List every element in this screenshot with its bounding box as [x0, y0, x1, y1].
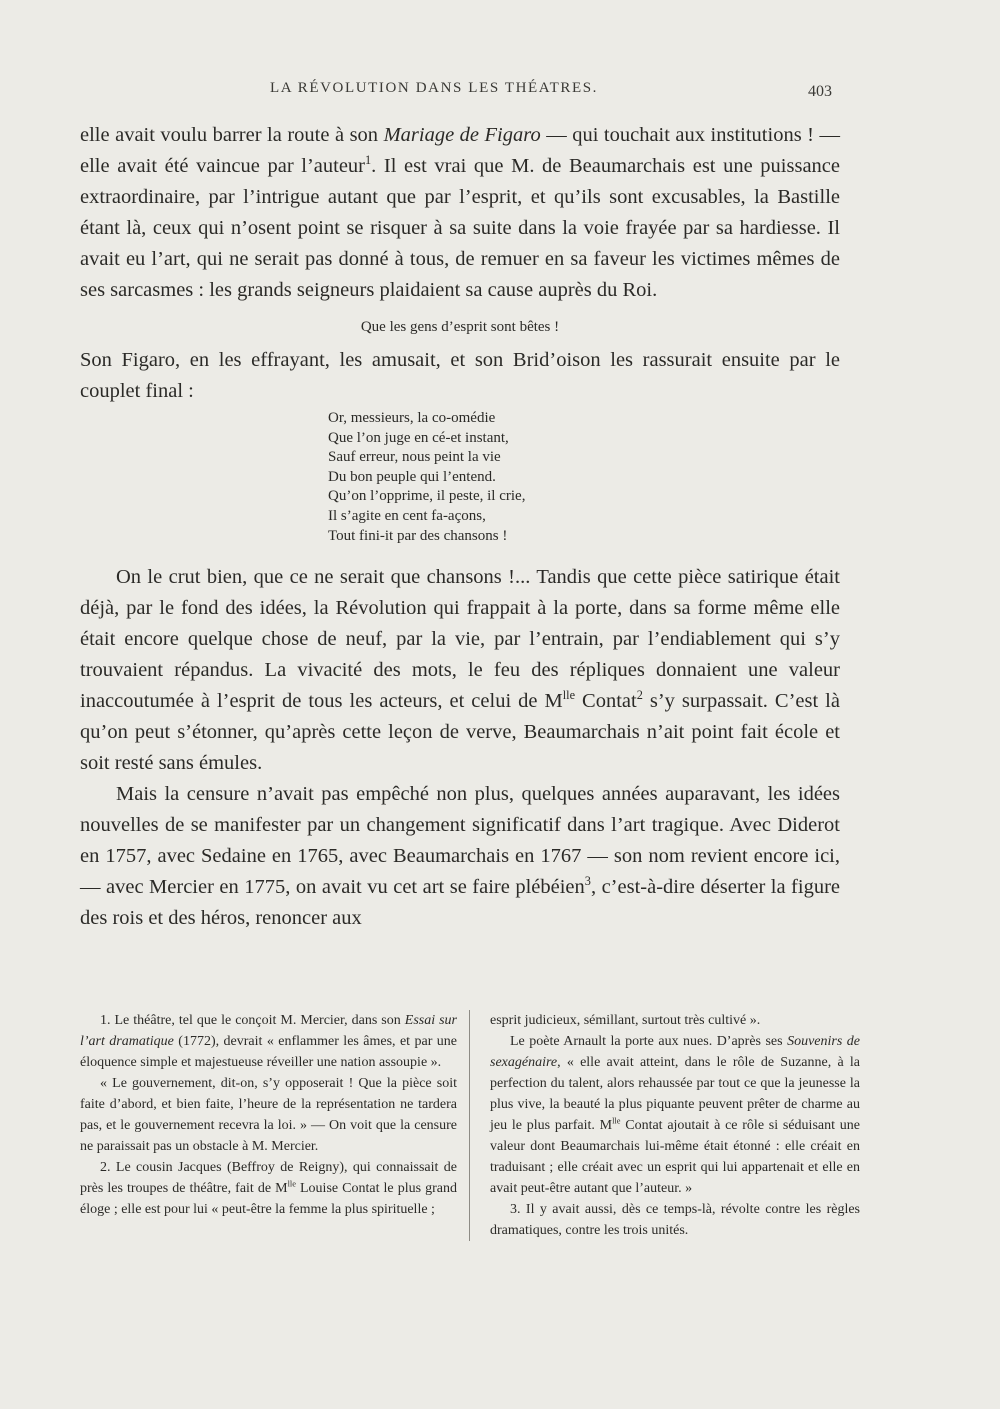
verse-line: Du bon peuple qui l’entend.	[328, 468, 496, 485]
footnote-3: 3. Il y avait aussi, dès ce temps-là, révolte contre les règles dramatiques, contre les trois unités.	[490, 1202, 860, 1238]
footnote-ref-2: 2	[636, 688, 643, 703]
title-abbrev: lle	[612, 1116, 621, 1126]
main-text	[80, 120, 840, 934]
verse-line: Que l’on juge en cé-et instant,	[328, 429, 509, 446]
text-run: Contat ajoutait à ce rôle si séduisant une valeur dont Beaumarchais lui-même était étonné : elle créait en traduisant ; elle créait avec un esprit qui lui appartenait et elle en avait peut-être autant que l’auteur. »	[490, 1118, 860, 1196]
text-run: On le crut bien, que ce ne serait que chansons !... Tandis que cette pièce satirique était déjà, par le fond des idées, la Révolution qui frappait à la porte, dans sa forme même elle était encore quelque chose de neuf, par la vie, par l’entrain, par l’endiablement qui s’y trouvaient répandus. La vivacité des mots, le feu des répliques donnaient une valeur inaccoutumée à l’esprit de tous les acteurs, et celui de M	[80, 566, 840, 713]
footnote-column-left	[80, 1010, 470, 1241]
verse-block	[328, 409, 840, 546]
footnote-column-right	[490, 1010, 860, 1241]
text-run: s’y surpassait. C’est là qu’on peut s’étonner, qu’après cette leçon de verve, Beaumarchais n’ait point fait école et soit resté sans émules.	[80, 690, 840, 775]
footnote-ref-3: 3	[584, 874, 591, 889]
verse-line: Il s’agite en cent fa-açons,	[328, 507, 486, 524]
paragraph-3	[80, 562, 840, 779]
text-run: — qui touchait aux institutions ! — elle avait été vaincue par l’auteur	[80, 124, 840, 177]
text-run: Contat	[575, 690, 637, 713]
work-title: Mariage de Figaro	[383, 124, 541, 146]
running-head: LA RÉVOLUTION DANS LES THÉATRES.	[270, 80, 599, 96]
text-run: 1. Le théâtre, tel que le conçoit M. Mercier, dans son	[100, 1013, 405, 1028]
paragraph-4	[80, 779, 840, 934]
text-run: (1772), devrait « enflammer les âmes, et par une éloquence simple et majestueuse réveiller une nation assoupie ».	[80, 1034, 457, 1070]
paragraph-2: Son Figaro, en les effrayant, les amusait, et son Brid’oison les rassurait ensuite par le couplet final :	[80, 349, 840, 402]
verse-line: Sauf erreur, nous peint la vie	[328, 449, 501, 466]
work-title: Essai sur l’art dramatique	[80, 1013, 458, 1049]
text-run: , « elle avait atteint, dans le rôle de Suzanne, à la perfection du talent, alors rehaussée par tout ce que la jeunesse la plus vive, la beauté la plus piquante peuvent prêter de charme au jeu le plus parfait. M	[490, 1055, 860, 1133]
footnote-2-paragraph	[490, 1031, 860, 1199]
text-run: 2. Le cousin Jacques (Beffroy de Reigny), qui connaissait de près les troupes de théâtre, fait de M	[80, 1160, 457, 1196]
work-title: Souvenirs de sexagénaire	[490, 1034, 860, 1070]
footnote-1-continued: « Le gouvernement, dit-on, s’y opposerait ! Que la pièce soit faite d’abord, et bien faite, l’heure de la représentation ne tardera pas, et le gouvernement recevra la loi. » — On voit que la censure ne paraissait pas un obstacle à M. Mercier.	[80, 1076, 457, 1154]
text-run: elle avait voulu barrer la route à son	[80, 124, 384, 146]
text-run: , c’est-à-dire déserter la figure des rois et des héros, renoncer aux	[80, 876, 841, 930]
footnote-ref-1: 1	[365, 153, 372, 168]
title-abbrev: lle	[562, 688, 576, 703]
page-number: 403	[808, 83, 832, 100]
text-run: Louise Contat le plus grand éloge ; elle est pour lui « peut-être la femme la plus spirituelle ;	[80, 1181, 457, 1217]
verse-line: Qu’on l’opprime, il peste, il crie,	[328, 488, 526, 505]
footnote-2-continued: esprit judicieux, sémillant, surtout très cultivé ».	[490, 1013, 761, 1028]
title-abbrev: lle	[287, 1179, 296, 1189]
footnote-2	[80, 1157, 457, 1220]
quote-line: Que les gens d’esprit sont bêtes !	[360, 319, 560, 335]
text-run: Mais la censure n’avait pas empêché non plus, quelques années auparavant, les idées nouvelles de se manifester par un changement significatif dans l’art tragique. Avec Diderot en 1757, avec Sedaine en 1765, avec Beaumarchais en 1767 — son nom revient encore ici, — avec Mercier en 1775, on avait vu cet art se faire plébéien	[80, 783, 840, 899]
verse-line: Or, messieurs, la co-omédie	[328, 410, 496, 426]
paragraph-1	[80, 120, 840, 306]
text-run: Le poète Arnault la porte aux nues. D’après ses	[510, 1034, 788, 1049]
verse-line: Tout fini-it par des chansons !	[328, 527, 508, 544]
text-run: . Il est vrai que M. de Beaumarchais est une puissance extraordinaire, par l’intrigue autant que par l’esprit, et qu’ils sont excusables, la Bastille étant là, ceux qui n’osent point se risquer à sa suite dans la voie frayée par sa hardiesse. Il avait eu l’art, qui ne serait pas donné à tous, de remuer en sa faveur les victimes mêmes de ses sarcasmes : les grands seigneurs plaidaient sa cause auprès du Roi.	[80, 155, 840, 301]
footnotes	[80, 1010, 860, 1241]
footnote-1	[80, 1010, 457, 1073]
